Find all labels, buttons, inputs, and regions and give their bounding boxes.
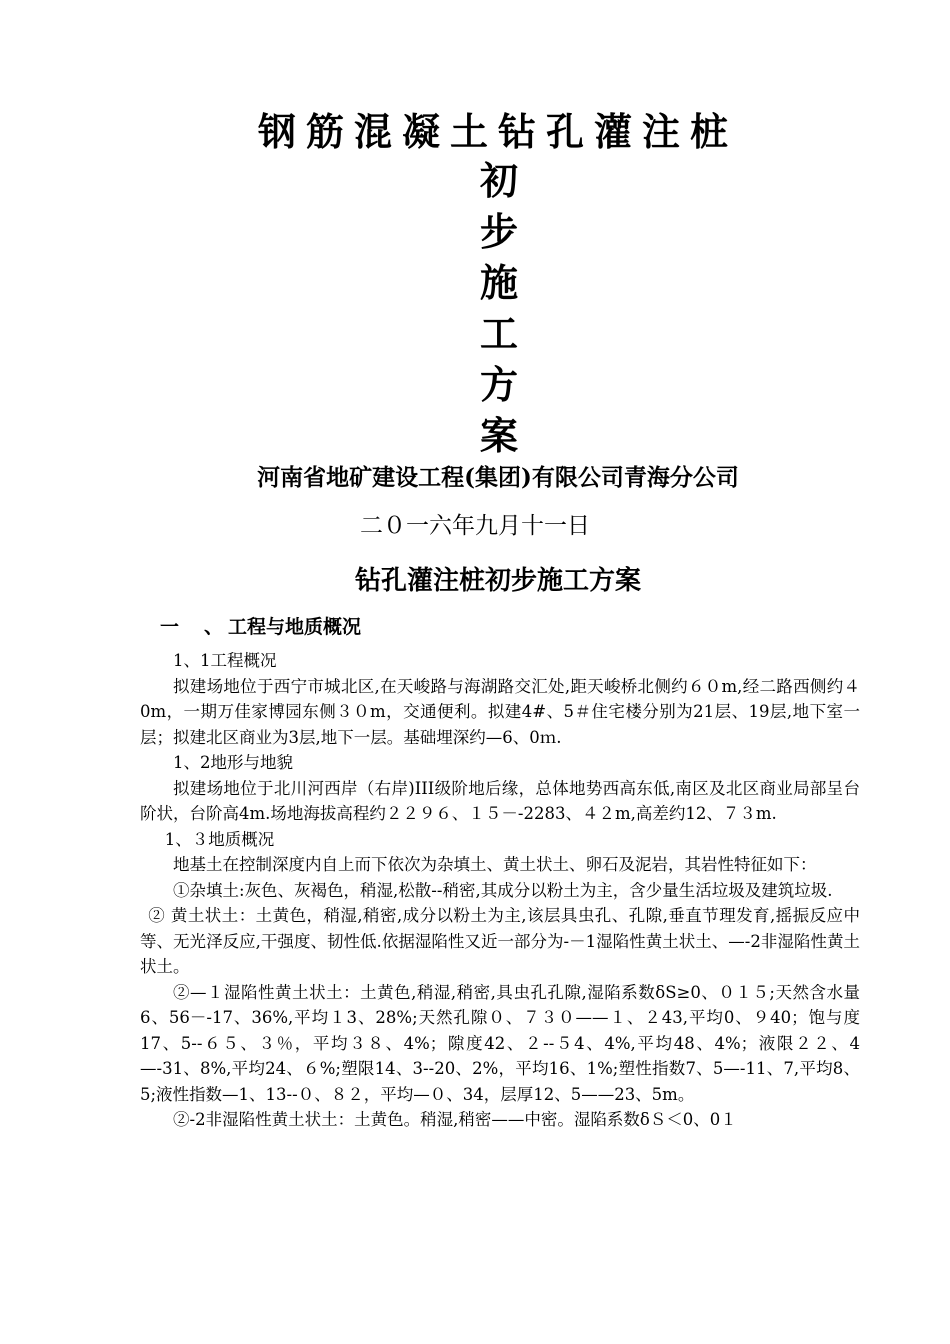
section-separator: 、 [204,616,224,638]
paragraph: 拟建场地位于北川河西岸（右岸)III级阶地后缘，总体地势西高东低,南区及北区商业局部呈台阶状，台阶高4m.场地海拔高程约２２９６、１５－-2283、４２m,高差约12、７３m. [140,778,860,823]
paragraph: ② 黄土状土：土黄色，稍湿,稍密,成分以粉土为主,该层具虫孔、孔隙,垂直节理发育,摇振反应中等、无光泽反应,干强度、韧性低.依据湿陷性又近一部分为-－1湿陷性黄土状土、—-2非湿陷性黄土状土。 [140,906,860,976]
paragraph: 拟建场地位于西宁市城北区,在天峻路与海湖路交汇处,距天峻桥北侧约６０m,经二路西侧约４0m，一期万佳家博园东侧３０m，交通便利。拟建4#、5＃住宅楼分别为21层、19层,地下室一层；拟建北区商业为3层,地下一层。基础埋深约—6、0ｍ. [140,676,860,747]
document-subtitle: 钻孔灌注桩初步施工方案 [354,566,641,596]
document-date: 二０一六年九月十一日 [360,513,590,539]
document-title: 钢筋混凝土钻孔灌注桩 [257,109,738,154]
title-char: 案 [479,413,518,458]
title-char: 工 [479,311,518,356]
paragraph: ②-2非湿陷性黄土状土：土黄色。稍湿,稍密——中密。湿陷系数δＳ＜0、0１ [173,1110,737,1129]
document-title-vertical [474,155,524,461]
subsection-heading: 1、1工程概况 [173,651,277,670]
section-heading [160,612,361,639]
title-char: 施 [479,260,518,305]
paragraph: ②—１湿陷性黄土状土：土黄色,稍湿,稍密,具虫孔孔隙,湿陷系数δS≥0、０１５;天然含水量6、56－-17、36%,平均１3、28%;天然孔隙０、７３０——１、２43,平均0、９40；饱与度17、5--６５、３％，平均３８、4%；隙度42、２--５4、4%,平均48、4%；液限２２、4—-31、8%,平均24、６%;塑限14、3--20、2%，平均16、1%;塑性指数7、5—-11、7,平均8、5;液性指数—1、13--０、８２，平均—０、34，层厚12、5——23、5m。 [140,982,860,1104]
title-char: 初 [479,158,518,203]
document-body [140,648,860,1133]
paragraph: ①杂填土:灰色、灰褐色，稍湿,松散--稍密,其成分以粉土为主，含少量生活垃圾及建筑垃圾. [173,880,833,900]
company-name: 河南省地矿建设工程(集团)有限公司青海分公司 [257,464,739,491]
title-char: 方 [479,362,518,407]
title-char: 步 [479,209,518,254]
section-number: 一 [160,616,180,638]
subsection-heading: 1、2地形与地貌 [173,753,293,772]
section-title: 工程与地质概况 [228,616,362,638]
paragraph: 地基土在控制深度内自上而下依次为杂填土、黄土状土、卵石及泥岩，其岩性特征如下： [173,855,817,874]
subsection-heading: 1、３地质概况 [164,829,275,849]
